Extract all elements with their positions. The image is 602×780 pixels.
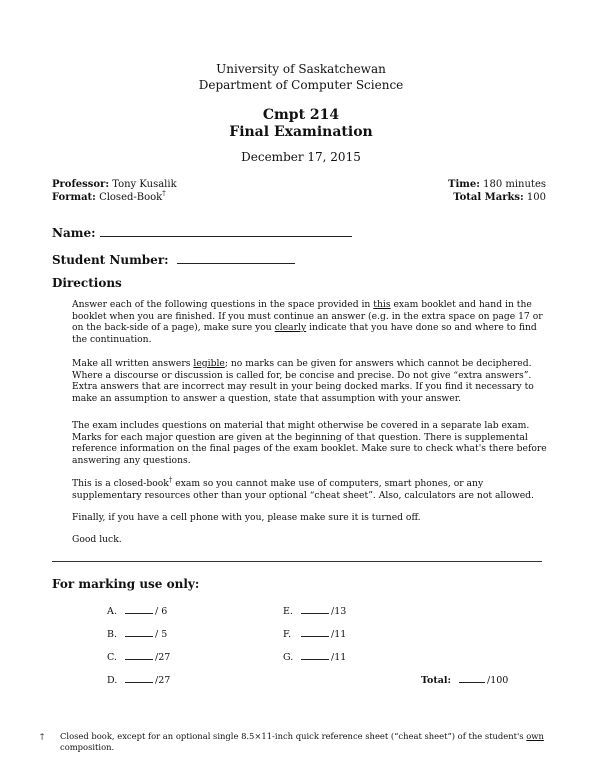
- score-blank[interactable]: [125, 673, 153, 683]
- text-run: Make all written answers: [72, 358, 194, 369]
- professor-line: [52, 178, 177, 191]
- course-code: Cmpt 214: [262, 107, 340, 123]
- question-label: B.: [107, 629, 118, 640]
- dagger-mark: †: [168, 475, 173, 484]
- university-name: University of Saskatchewan: [216, 62, 386, 76]
- directions-heading: Directions: [52, 276, 122, 290]
- text-run: Answer each of the following questions in the space provided in: [72, 299, 374, 310]
- total-marks-label: Total Marks:: [453, 192, 524, 203]
- total-marks-value: 100: [526, 192, 546, 203]
- time-value: 180 minutes: [483, 179, 546, 190]
- name-blank[interactable]: [100, 224, 352, 237]
- footnote-text: [40, 731, 555, 753]
- dagger-mark: †: [40, 731, 45, 741]
- text-run: Closed book, except for an optional single 8.5×11-inch quick reference sheet (“cheat sheet”) of the student's: [60, 731, 527, 741]
- student-number-label: Student Number:: [52, 253, 169, 267]
- department-name: Department of Computer Science: [198, 78, 404, 92]
- max-score: /11: [331, 652, 347, 663]
- question-label: G.: [283, 652, 294, 663]
- format-line: [52, 191, 166, 204]
- total-max-score: /100: [487, 675, 509, 686]
- directions-paragraph: [72, 299, 548, 346]
- dagger-mark: †: [162, 189, 166, 198]
- question-label: E.: [283, 606, 293, 617]
- max-score: /27: [155, 652, 171, 663]
- score-blank[interactable]: [301, 627, 329, 637]
- marking-row-g: [283, 650, 346, 664]
- score-blank[interactable]: [125, 604, 153, 614]
- marking-row-d: [107, 673, 170, 687]
- professor-value: Tony Kusalik: [112, 179, 177, 190]
- score-blank[interactable]: [301, 604, 329, 614]
- marking-total-row: [421, 673, 508, 687]
- format-label: Format:: [52, 192, 96, 203]
- question-label: F.: [283, 629, 292, 640]
- marking-row-b: [107, 627, 167, 641]
- score-blank[interactable]: [125, 627, 153, 637]
- text-run: indicate that you have done so and where to find the continuation.: [72, 322, 537, 346]
- student-number-field: [52, 251, 295, 268]
- marking-row-e: [283, 604, 346, 618]
- student-number-blank[interactable]: [177, 251, 295, 264]
- exam-title: Final Examination: [229, 124, 373, 140]
- marking-heading: For marking use only:: [52, 577, 200, 591]
- question-label: C.: [107, 652, 117, 663]
- footnote: [40, 731, 555, 753]
- directions-paragraph: Finally, if you have a cell phone with you, please make sure it is turned off.: [72, 512, 421, 523]
- name-label: Name:: [52, 226, 96, 240]
- score-blank[interactable]: [125, 650, 153, 660]
- question-label: D.: [107, 675, 118, 686]
- total-label: Total:: [421, 675, 451, 686]
- question-label: A.: [107, 606, 117, 617]
- professor-label: Professor:: [52, 179, 110, 190]
- time-label: Time:: [448, 179, 480, 190]
- text-run: exam booklet and hand in the booklet when you are finished. If you must continue an answer (e.g. in the extra space on page 17 or on the back-side of a page), make sure you: [72, 299, 543, 334]
- section-divider: [52, 561, 542, 562]
- total-marks-line: [453, 191, 546, 204]
- max-score: / 5: [155, 629, 168, 640]
- directions-paragraph: [72, 358, 548, 405]
- max-score: /11: [331, 629, 347, 640]
- marking-row-f: [283, 627, 346, 641]
- max-score: /27: [155, 675, 171, 686]
- text-run: exam so you cannot make use of computers, smart phones, or any supplementary resources other than your optional “cheat sheet”. Also, calculators are not allowed.: [72, 478, 534, 501]
- closing-line: Good luck.: [72, 534, 122, 545]
- underlined-text: own: [526, 731, 544, 741]
- format-value: Closed-Book: [99, 192, 163, 203]
- max-score: /13: [331, 606, 347, 617]
- exam-date: December 17, 2015: [241, 150, 361, 164]
- underlined-text: this: [373, 299, 391, 310]
- text-run: This is a closed-book: [72, 478, 169, 489]
- total-score-blank[interactable]: [459, 673, 485, 683]
- marking-row-a: [107, 604, 167, 618]
- max-score: / 6: [155, 606, 168, 617]
- underlined-text: clearly: [274, 322, 307, 334]
- text-run: ; no marks can be given for answers which cannot be deciphered. Where a discourse or discussion is called for, be concise and precise. Do not give “extra answers”. Extra answers that are incorrect may result in your being docked marks. If you find it necessary to make an assumption to answer a question, state that assumption with your answer.: [72, 358, 534, 405]
- time-line: [448, 178, 546, 191]
- directions-paragraph: The exam includes questions on material that might otherwise be covered in a separate lab exam. Marks for each major question are given at the beginning of that question. There is supplemental reference information on the final pages of the exam booklet. Make sure to check what's there before answering any questions.: [72, 420, 547, 467]
- underlined-text: legible: [193, 358, 225, 369]
- name-field: [52, 224, 352, 241]
- text-run: composition.: [60, 741, 115, 752]
- marking-row-c: [107, 650, 170, 664]
- score-blank[interactable]: [301, 650, 329, 660]
- directions-paragraph: [72, 475, 548, 501]
